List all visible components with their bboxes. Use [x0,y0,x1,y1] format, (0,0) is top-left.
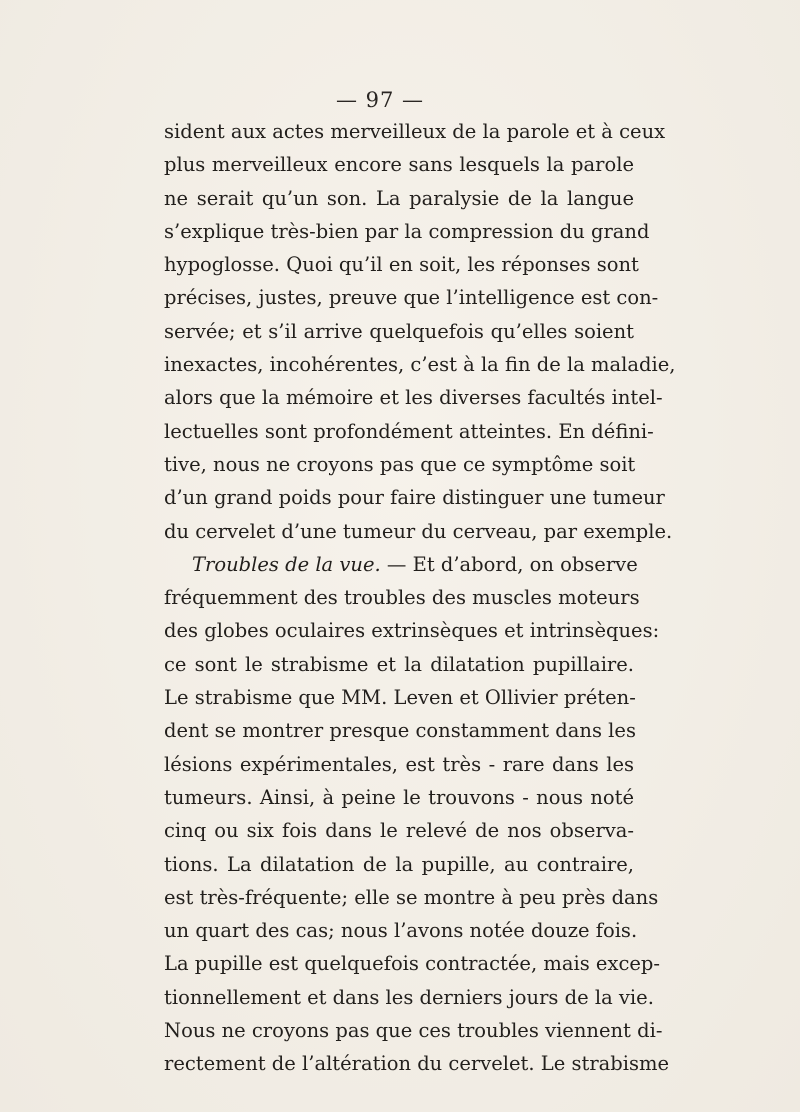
text-line: ne serait qu’un son. La paralysie de la langue [164,186,634,210]
text-line: La pupille est quelquefois contractée, mais excep- [164,952,660,976]
text-line: fréquemment des troubles des muscles moteurs [164,586,640,610]
text-line: Le strabisme que MM. Leven et Ollivier préten- [164,686,636,710]
text-line: plus merveilleux encore sans lesquels la parole [164,153,634,177]
text-line: tions. La dilatation de la pupille, au contraire, [164,852,634,876]
text-line: Nous ne croyons pas que ces troubles viennent di- [164,1019,663,1043]
section-heading-line [164,548,638,581]
text-line: sident aux actes merveilleux de la parole et à ceux [164,120,666,143]
text-line: des globes oculaires extrinsèques et intrinsèques: [164,619,660,643]
text-line: servée; et s’il arrive quelquefois qu’elles soient [164,319,634,343]
text-line: lésions expérimentales, est très - rare dans les [164,752,634,776]
section-heading: Troubles de la vue. [192,552,381,576]
text-line: un quart des cas; nous l’avons notée douze fois. [164,919,638,943]
text-span: — Et d’abord, on observe [380,552,638,576]
body-text [164,115,676,1081]
text-line: d’un grand poids pour faire distinguer une tumeur [164,486,665,510]
text-line: hypoglosse. Quoi qu’il en soit, les réponses sont [164,253,639,277]
text-line: alors que la mémoire et les diverses facultés intel- [164,386,663,410]
text-line: est très-fréquente; elle se montre à peu près dans [164,885,659,909]
text-line: dent se montrer presque constamment dans les [164,719,636,743]
text-line: s’explique très-bien par la compression du grand [164,219,650,243]
text-line: lectuelles sont profondément atteintes. En défini- [164,419,654,443]
text-line: précises, justes, preuve que l’intelligence est con- [164,286,659,310]
text-line: du cervelet d’une tumeur du cerveau, par exemple. [164,519,673,543]
text-line: ce sont le strabisme et la dilatation pupillaire. [164,652,634,676]
text-line: rectement de l’altération du cervelet. Le strabisme [164,1052,670,1076]
text-line: tive, nous ne croyons pas que ce symptôme soit [164,452,636,476]
text-line: tionnellement et dans les derniers jours de la vie. [164,985,654,1009]
page-number: — 97 — [335,88,425,112]
text-line: cinq ou six fois dans le relevé de nos observa- [164,819,634,843]
text-line: tumeurs. Ainsi, à peine le trouvons - nous noté [164,785,634,809]
text-line: inexactes, incohérentes, c’est à la fin de la maladie, [164,353,676,377]
